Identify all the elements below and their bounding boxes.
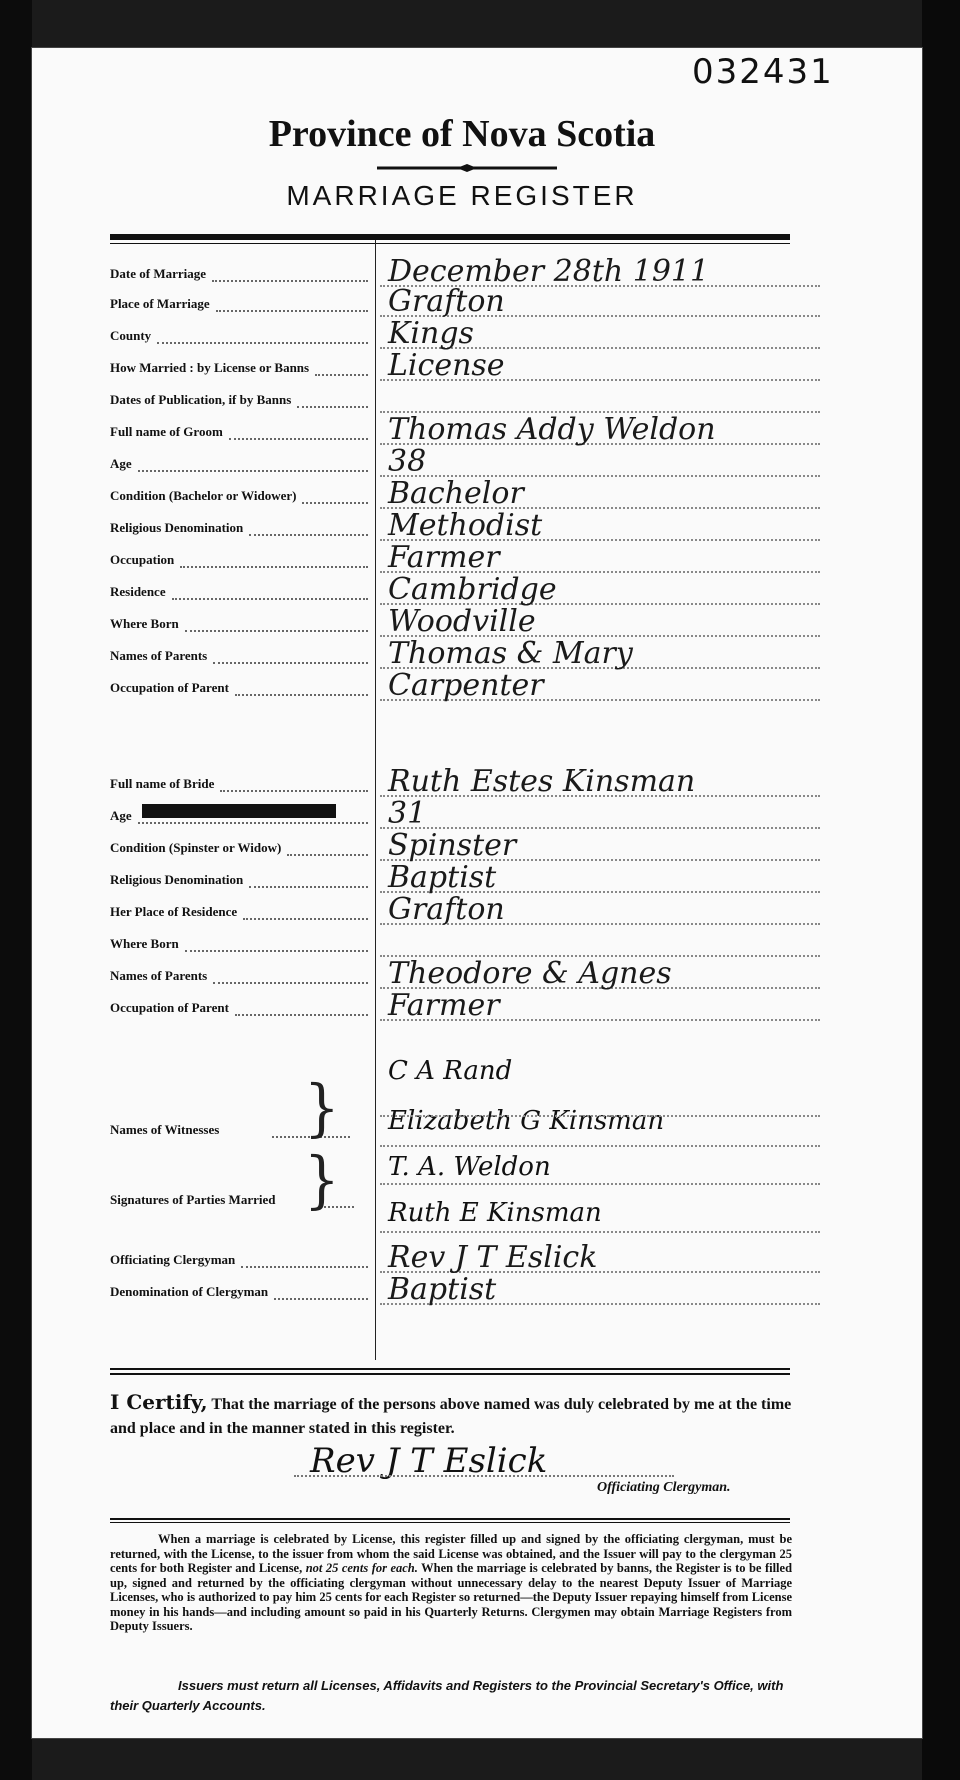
bride-row-occupation-of-parent xyxy=(110,988,830,1023)
groom-row-names-of-parents xyxy=(110,636,830,671)
groom-value-place-of-marriage: Grafton xyxy=(388,284,505,319)
groom-value-how-married-by-license-or-banns: License xyxy=(388,348,505,383)
instructions-part-2: When the marriage is celebrated by banns, the Register is to be filled up, signed and returned by the officiating clergyman without unnecessary delay to the nearest Deputy Issuer of Marriage Licenses, who is authorized to pay him 25 cents for each Register so returned—the Deputy Issuer repaying himself from License money in his hands—and including amount so paid in his Quarterly Returns. Clergymen may obtain Marriage Registers from Deputy Issuers. xyxy=(110,1561,793,1633)
bride-label-condition-spinster-or-widow: Condition (Spinster or Widow) xyxy=(110,840,282,855)
leader-dots xyxy=(138,822,368,824)
clergy-row-officiating-clergyman xyxy=(110,1240,830,1275)
groom-label-age: Age xyxy=(110,456,132,471)
bride-value-condition-spinster-or-widow: Spinster xyxy=(388,828,517,863)
groom-value-age: 38 xyxy=(388,444,427,479)
bride-label-her-place-of-residence: Her Place of Residence xyxy=(110,904,238,919)
leader-dots xyxy=(249,534,368,536)
bride-label-names-of-parents: Names of Parents xyxy=(110,968,208,983)
clergy-label-denomination-of-clergyman: Denomination of Clergyman xyxy=(110,1284,269,1299)
groom-row-residence xyxy=(110,572,830,607)
leader-dots xyxy=(216,310,368,312)
groom-value-occupation: Farmer xyxy=(388,540,500,575)
party-line-2 xyxy=(110,1204,830,1234)
signature-line xyxy=(294,1475,674,1477)
groom-label-occupation-of-parent: Occupation of Parent xyxy=(110,680,229,695)
leader-dots xyxy=(185,630,368,632)
bride-value-full-name-of-bride: Ruth Estes Kinsman xyxy=(388,764,696,799)
groom-label-dates-of-publication-if-by-banns: Dates of Publication, if by Banns xyxy=(110,392,292,407)
party-name-2: Ruth E Kinsman xyxy=(388,1198,602,1228)
groom-label-date-of-marriage: Date of Marriage xyxy=(110,266,207,281)
leader-dots xyxy=(302,502,368,504)
bride-row-names-of-parents xyxy=(110,956,830,991)
groom-value-residence: Cambridge xyxy=(388,572,557,607)
groom-label-county: County xyxy=(110,328,152,343)
groom-value-date-of-marriage: December 28th 1911 xyxy=(388,254,710,289)
leader-dots xyxy=(157,342,368,344)
clergy-label-officiating-clergyman: Officiating Clergyman xyxy=(110,1252,236,1267)
title-ornament xyxy=(377,164,557,172)
groom-label-full-name-of-groom: Full name of Groom xyxy=(110,424,223,439)
leader-dots xyxy=(241,1266,368,1268)
witnesses-label: Names of Witnesses xyxy=(110,1122,220,1137)
certify-text: That the marriage of the persons above named was duly celebrated by me at the time and place and in the manner stated in this register. xyxy=(110,1396,792,1437)
instructions-part-1: When a marriage is celebrated by License, this register filled up and signed by the officiating clergyman, must be returned, with the License, to the issuer from whom the said License was obtained, and the Issuer will pay to the clergyman 25 cents for both Register and License, xyxy=(110,1532,792,1575)
section-rule xyxy=(110,1368,790,1370)
witness-name-2: Elizabeth G Kinsman xyxy=(388,1106,665,1136)
leader-dots xyxy=(235,1014,368,1016)
leader-dots xyxy=(212,280,368,282)
register-number: 032431 xyxy=(692,52,834,92)
groom-row-how-married-by-license-or-banns xyxy=(110,348,830,383)
groom-value-occupation-of-parent: Carpenter xyxy=(388,668,544,703)
bride-label-full-name-of-bride: Full name of Bride xyxy=(110,776,215,791)
bride-label-religious-denomination: Religious Denomination xyxy=(110,872,244,887)
leader-dots xyxy=(180,566,368,568)
signature-caption: Officiating Clergyman. xyxy=(597,1480,731,1495)
clergy-signature: Rev J T Eslick xyxy=(310,1441,548,1481)
marriage-register-form xyxy=(32,48,922,1738)
bride-value-her-place-of-residence: Grafton xyxy=(388,892,505,927)
bride-row-religious-denomination xyxy=(110,860,830,895)
certification-block xyxy=(110,1390,810,1441)
bride-row-condition-spinster-or-widow xyxy=(110,828,830,863)
leader-dots xyxy=(235,694,368,696)
bride-value-occupation-of-parent: Farmer xyxy=(388,988,500,1023)
leader-dots xyxy=(213,982,368,984)
scan-border-left xyxy=(0,0,32,1780)
groom-row-condition-bachelor-or-widower xyxy=(110,476,830,511)
groom-value-names-of-parents: Thomas & Mary xyxy=(388,636,633,671)
leader-dots xyxy=(185,950,368,952)
leader-dots xyxy=(297,406,368,408)
instructions-paragraph xyxy=(110,1532,792,1634)
clergy-row-denomination-of-clergyman xyxy=(110,1272,830,1307)
bride-value-age: 31 xyxy=(388,796,427,831)
groom-row-religious-denomination xyxy=(110,508,830,543)
notes-rule-2 xyxy=(110,1522,790,1523)
bride-row-her-place-of-residence xyxy=(110,892,830,927)
bride-label-age: Age xyxy=(110,808,132,823)
clergy-value-officiating-clergyman: Rev J T Eslick xyxy=(388,1240,598,1275)
groom-row-occupation xyxy=(110,540,830,575)
leader-dots xyxy=(249,886,368,888)
bride-row-where-born xyxy=(110,928,830,958)
leader-dots xyxy=(229,438,368,440)
clergy-value-denomination-of-clergyman: Baptist xyxy=(388,1272,497,1307)
groom-label-how-married-by-license-or-banns: How Married : by License or Banns xyxy=(110,360,310,375)
bride-label-where-born: Where Born xyxy=(110,936,179,951)
witness-line-1 xyxy=(110,1088,830,1118)
groom-value-where-born: Woodville xyxy=(388,604,536,639)
parties-brace: } xyxy=(304,1144,340,1217)
leader-dots xyxy=(213,662,368,664)
leader-dots xyxy=(243,918,368,920)
form-title: MARRIAGE REGISTER xyxy=(286,180,638,211)
bride-label-occupation-of-parent: Occupation of Parent xyxy=(110,1000,229,1015)
parties-label: Signatures of Parties Married xyxy=(110,1192,276,1207)
groom-value-county: Kings xyxy=(388,316,474,351)
leader-dots xyxy=(274,1298,368,1300)
bride-row-full-name-of-bride xyxy=(110,764,830,799)
leader-dots xyxy=(138,470,368,472)
groom-row-county xyxy=(110,316,830,351)
groom-row-where-born xyxy=(110,604,830,639)
groom-label-occupation: Occupation xyxy=(110,552,175,567)
province-title: Province of Nova Scotia xyxy=(268,113,656,155)
leader-dots xyxy=(172,598,368,600)
groom-row-full-name-of-groom xyxy=(110,412,830,447)
groom-label-where-born: Where Born xyxy=(110,616,179,631)
header-rule-thin xyxy=(110,243,790,244)
bride-row-age xyxy=(110,796,830,831)
leader-dots xyxy=(220,790,368,792)
witness-name-1: C A Rand xyxy=(388,1056,513,1086)
party-line-1 xyxy=(110,1156,830,1186)
scan-border-right xyxy=(922,0,960,1780)
groom-label-place-of-marriage: Place of Marriage xyxy=(110,296,210,311)
groom-row-place-of-marriage xyxy=(110,284,830,319)
groom-row-occupation-of-parent xyxy=(110,668,830,703)
header-rule xyxy=(110,234,790,240)
groom-label-religious-denomination: Religious Denomination xyxy=(110,520,244,535)
leader-dots xyxy=(315,374,368,376)
instructions-emphasis: not 25 cents for each. xyxy=(305,1561,418,1575)
groom-row-dates-of-publication-if-by-banns xyxy=(110,384,830,414)
groom-value-religious-denomination: Methodist xyxy=(388,508,543,543)
groom-row-age xyxy=(110,444,830,479)
leader-dots xyxy=(287,854,368,856)
issuers-footer: Issuers must return all Licenses, Affidavits and Registers to the Provincial Secretary's Office, with their Quarterly Accounts. xyxy=(110,1678,784,1713)
certify-lead: I Certify, xyxy=(110,1390,208,1414)
groom-label-names-of-parents: Names of Parents xyxy=(110,648,208,663)
party-name-1: T. A. Weldon xyxy=(388,1152,551,1182)
section-rule-2 xyxy=(110,1373,790,1375)
groom-value-full-name-of-groom: Thomas Addy Weldon xyxy=(388,412,716,447)
witnesses-brace: } xyxy=(304,1072,340,1145)
groom-label-condition-bachelor-or-widower: Condition (Bachelor or Widower) xyxy=(110,488,297,503)
bride-value-names-of-parents: Theodore & Agnes xyxy=(388,956,672,991)
groom-label-residence: Residence xyxy=(110,584,166,599)
notes-rule xyxy=(110,1518,790,1520)
groom-value-condition-bachelor-or-widower: Bachelor xyxy=(388,476,524,511)
witness-line-2 xyxy=(110,1118,830,1148)
bride-value-religious-denomination: Baptist xyxy=(388,860,497,895)
